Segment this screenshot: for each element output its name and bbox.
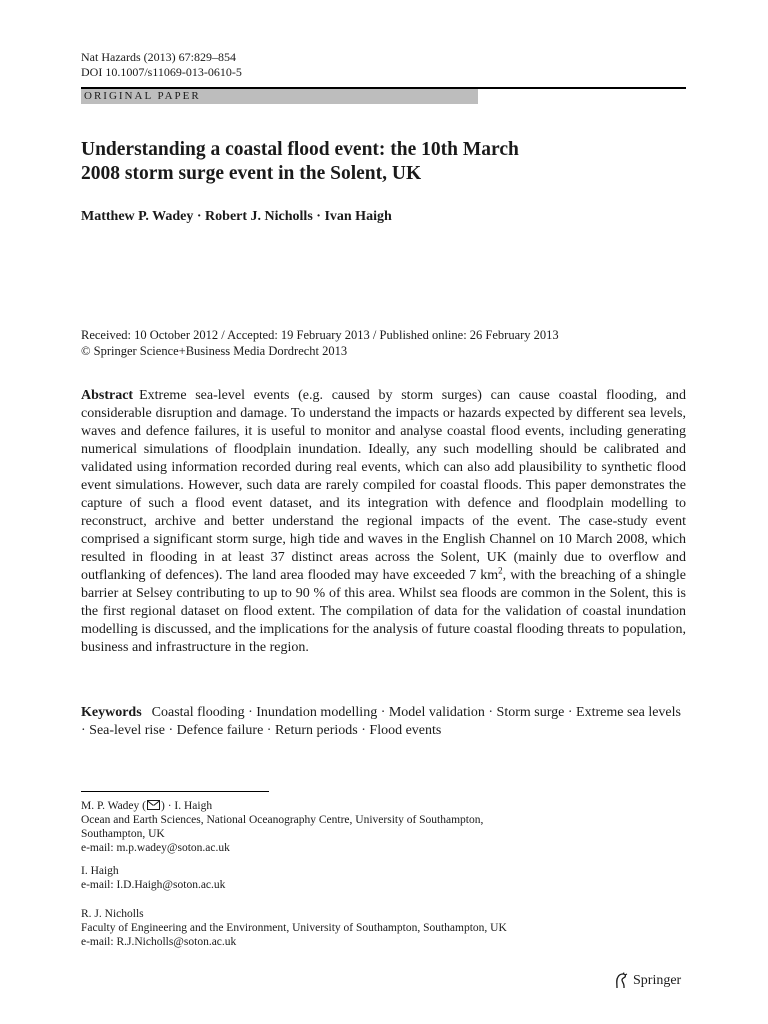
publication-dates (81, 327, 559, 359)
email-link[interactable]: e-mail: m.p.wadey@soton.ac.uk (81, 842, 230, 854)
abstract-text-part-1: Extreme sea-level events (e.g. caused by storm surges) can cause coastal flooding, and considerable disruption and damage. To understand the impacts or hazards expected by different sea levels, waves and defence failures, it is useful to monitor and analyse coastal flood events, including generating numerical simulations of floodplain inundation. Ideally, any such modelling should be calibrated and validated using information recorded during real events, which can also add plausibility to synthetic flood event simulations. However, such data are rarely compiled for coastal floods. This paper demonstrates the capture of such a flood event dataset, and its integration with defence and floodplain modelling to reconstruct, archive and better understand the regional impacts of the event. The case-study event comprised a significant storm surge, high tide and waves in the English Channel on 10 March 2008, which resulted in flooding in at least 37 distinct areas across the Solent, UK (mainly due to overflow and outflanking of defences). The land area flooded may have exceeded 7 km (81, 388, 686, 583)
keywords-list: Coastal flooding · Inundation modelling · Model validation · Storm surge · Extreme sea levels · Sea-level rise · Defence failure · Return periods · Flood events (81, 705, 681, 738)
publisher-name: Springer (633, 973, 682, 988)
affiliation-line: Ocean and Earth Sciences, National Oceanography Centre, University of Southampton, (81, 814, 484, 826)
title-line-1: Understanding a coastal flood event: the 10th March (81, 139, 519, 160)
affiliation-block-2 (81, 864, 225, 892)
author-list: Matthew P. Wadey · Robert J. Nicholls · Ivan Haigh (81, 209, 392, 224)
email-link[interactable]: e-mail: R.J.Nicholls@soton.ac.uk (81, 936, 237, 948)
received-accepted-line: Received: 10 October 2012 / Accepted: 19 February 2013 / Published online: 26 February 2013 (81, 328, 559, 342)
paper-title (81, 138, 681, 186)
publisher-logo (613, 972, 681, 990)
keywords-heading: Keywords (81, 705, 142, 720)
affiliation-names: I. Haigh (81, 865, 119, 877)
envelope-icon[interactable] (147, 800, 160, 810)
email-link[interactable]: e-mail: I.D.Haigh@soton.ac.uk (81, 879, 226, 891)
abstract-text-part-2: , with the breaching of a shingle barrier at Selsey contributing to up to 90 % of this area. Whilst sea floods are common in the Solent, this is the first regional dataset on flood extent. The compilation of data for the validation of coastal inundation modelling is discussed, and the implications for the analysis of future coastal flooding threats to population, business and infrastructure in the region. (81, 568, 686, 655)
keywords (81, 704, 686, 740)
journal-header (81, 50, 242, 80)
doi[interactable]: DOI 10.1007/s11069-013-0610-5 (81, 65, 242, 79)
journal-citation: Nat Hazards (2013) 67:829–854 (81, 50, 236, 64)
affiliation-block-3 (81, 907, 507, 949)
affiliation-names: R. J. Nicholls (81, 908, 144, 920)
affiliation-line: Southampton, UK (81, 828, 165, 840)
superscript-2: 2 (498, 565, 503, 576)
copyright-line: © Springer Science+Business Media Dordrecht 2013 (81, 344, 348, 358)
article-type-banner: ORIGINAL PAPER (81, 89, 478, 104)
affiliation-names: M. P. Wadey ( ) · I. Haigh (81, 800, 213, 812)
abstract-heading: Abstract (81, 388, 134, 403)
affiliation-line: Faculty of Engineering and the Environment, University of Southampton, Southampton, UK (81, 922, 507, 934)
footnote-rule (81, 791, 269, 792)
title-line-2: 2008 storm surge event in the Solent, UK (81, 163, 422, 184)
springer-horse-icon (613, 972, 629, 990)
abstract (81, 387, 686, 657)
affiliation-block-1 (81, 799, 483, 855)
